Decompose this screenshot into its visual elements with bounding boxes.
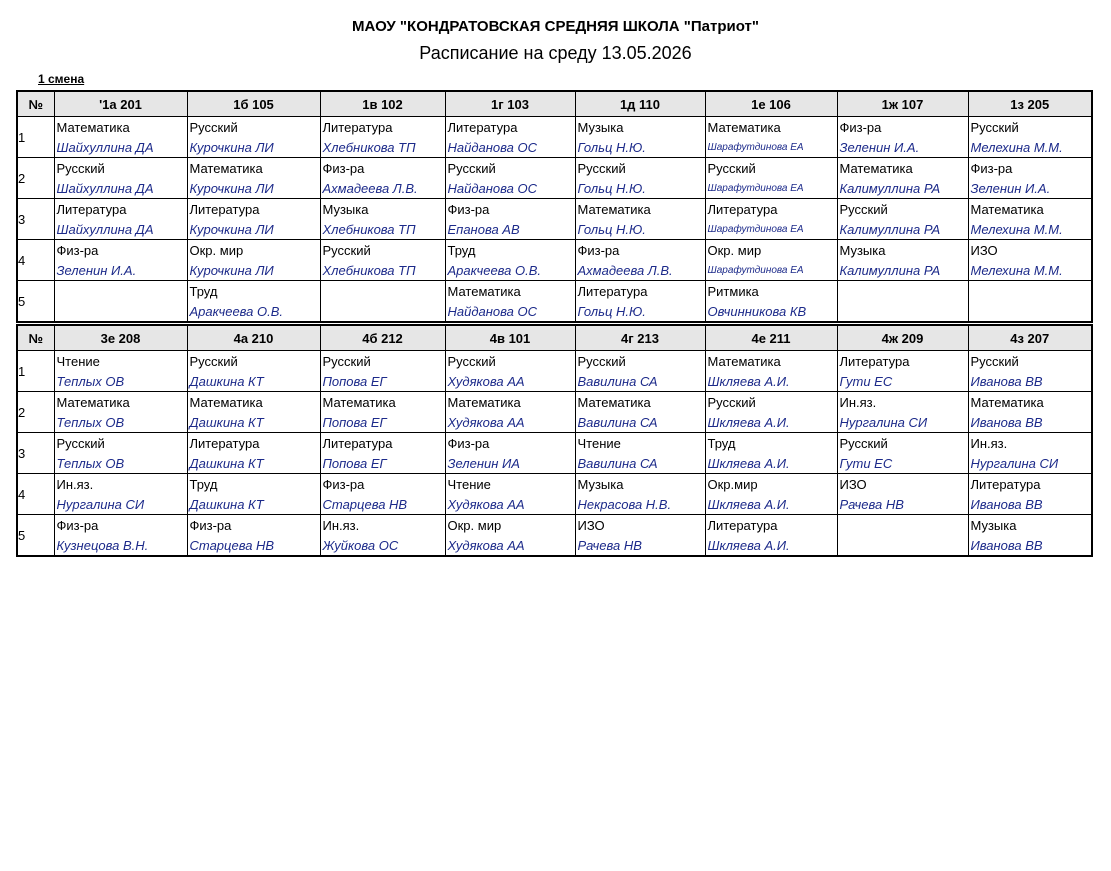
lesson-cell <box>968 515 1092 557</box>
table-row <box>17 281 1092 323</box>
subject-name: Литература <box>839 353 910 369</box>
teacher-name: Вавилина СА <box>577 373 658 389</box>
class-header: 3е 208 <box>54 325 187 351</box>
class-header: '1а 201 <box>54 91 187 117</box>
teacher-name: Худякова АА <box>447 537 525 553</box>
teacher-name: Дашкина КТ <box>189 496 264 512</box>
teacher-name: Мелехина М.М. <box>970 139 1063 155</box>
lesson-cell <box>445 351 575 392</box>
schedule-table-2 <box>16 324 1093 557</box>
class-header: 1г 103 <box>445 91 575 117</box>
subject-name <box>971 292 1092 312</box>
lesson-cell <box>968 392 1092 433</box>
subject-name: Русский <box>970 353 1019 369</box>
teacher-name: Шкляева А.И. <box>707 455 790 471</box>
lesson-cell <box>320 199 445 240</box>
lesson-cell <box>54 240 187 281</box>
teacher-name: Гути ЕС <box>839 373 893 389</box>
teacher-name: Шарафутдинова ЕА <box>707 264 804 276</box>
teacher-name: Некрасова Н.В. <box>577 496 672 512</box>
lesson-cell <box>705 199 837 240</box>
schedule-table-1 <box>16 90 1093 323</box>
lesson-cell <box>445 199 575 240</box>
lesson-cell <box>705 392 837 433</box>
subject-name: Математика <box>707 353 781 369</box>
subject-name: Русский <box>189 353 238 369</box>
subject-name: Литература <box>322 435 393 451</box>
subject-name <box>323 292 445 312</box>
subject-name: Окр. мир <box>447 517 502 533</box>
subject-name <box>840 526 968 546</box>
table-row <box>17 433 1092 474</box>
subject-name: Физ-ра <box>970 160 1013 176</box>
teacher-name: Гольц Н.Ю. <box>577 221 646 237</box>
subject-name: Физ-ра <box>447 201 490 217</box>
teacher-name: Теплых ОВ <box>56 455 125 471</box>
table-row <box>17 392 1092 433</box>
lesson-cell <box>837 158 968 199</box>
teacher-name: Шкляева А.И. <box>707 496 790 512</box>
class-header: 4г 213 <box>575 325 705 351</box>
teacher-name: Шайхуллина ДА <box>56 180 154 196</box>
lesson-number: 3 <box>17 199 54 240</box>
lesson-cell <box>575 433 705 474</box>
teacher-name: Кузнецова В.Н. <box>56 537 149 553</box>
lesson-cell <box>705 433 837 474</box>
subject-name: Математика <box>189 160 263 176</box>
lesson-cell <box>968 199 1092 240</box>
lesson-cell <box>187 117 320 158</box>
subject-name: Музыка <box>970 517 1017 533</box>
teacher-name: Зеленин И.А. <box>839 139 920 155</box>
subject-name: ИЗО <box>970 242 998 258</box>
teacher-name: Дашкина КТ <box>189 373 264 389</box>
subject-name: Труд <box>447 242 476 258</box>
subject-name: Русский <box>56 435 105 451</box>
lesson-cell <box>320 158 445 199</box>
subject-name: Русский <box>839 201 888 217</box>
lesson-cell <box>445 117 575 158</box>
lesson-number: 3 <box>17 433 54 474</box>
subject-name <box>840 292 968 312</box>
subject-name: Математика <box>839 160 913 176</box>
subject-name: Труд <box>189 476 218 492</box>
subject-name: Музыка <box>839 242 886 258</box>
lesson-cell <box>968 433 1092 474</box>
table-row <box>17 474 1092 515</box>
teacher-name: Худякова АА <box>447 496 525 512</box>
table-row <box>17 117 1092 158</box>
lesson-cell <box>187 515 320 557</box>
subject-name: Окр.мир <box>707 476 758 492</box>
class-header: 1з 205 <box>968 91 1092 117</box>
lesson-cell <box>837 433 968 474</box>
subject-name: Окр. мир <box>707 242 762 258</box>
teacher-name: Иванова ВВ <box>970 373 1043 389</box>
teacher-name: Овчинникова КВ <box>707 303 807 319</box>
teacher-name: Шкляева А.И. <box>707 537 790 553</box>
teacher-name: Жуйкова ОС <box>322 537 399 553</box>
lesson-cell <box>575 117 705 158</box>
lesson-cell <box>54 281 187 323</box>
lesson-cell <box>837 199 968 240</box>
teacher-name: Худякова АА <box>447 414 525 430</box>
teacher-name: Курочкина ЛИ <box>189 180 274 196</box>
subject-name: Русский <box>577 160 626 176</box>
subject-name: Русский <box>56 160 105 176</box>
teacher-name: Шкляева А.И. <box>707 373 790 389</box>
teacher-name: Иванова ВВ <box>970 496 1043 512</box>
teacher-name: Иванова ВВ <box>970 537 1043 553</box>
lesson-cell <box>445 515 575 557</box>
subject-name: Музыка <box>322 201 369 217</box>
lesson-cell <box>837 240 968 281</box>
header-row <box>17 325 1092 351</box>
teacher-name: Калимуллина РА <box>839 180 941 196</box>
lesson-cell <box>837 351 968 392</box>
subject-name: Физ-ра <box>322 476 365 492</box>
teacher-name: Нургалина СИ <box>970 455 1059 471</box>
lesson-cell <box>837 474 968 515</box>
class-header: 1в 102 <box>320 91 445 117</box>
subject-name: Ритмика <box>707 283 759 299</box>
teacher-name: Аракчеева О.В. <box>189 303 284 319</box>
teacher-name: Дашкина КТ <box>189 455 264 471</box>
teacher-name: Шайхуллина ДА <box>56 139 154 155</box>
teacher-name: Нургалина СИ <box>839 414 928 430</box>
lesson-cell <box>575 474 705 515</box>
lesson-cell <box>320 515 445 557</box>
subject-name: Математика <box>447 394 521 410</box>
lesson-cell <box>54 158 187 199</box>
subject-name: Математика <box>56 119 130 135</box>
table-row <box>17 515 1092 557</box>
teacher-name: Рачева НВ <box>839 496 904 512</box>
subject-name: Физ-ра <box>447 435 490 451</box>
lesson-cell <box>575 199 705 240</box>
lesson-cell <box>54 351 187 392</box>
lesson-cell <box>320 474 445 515</box>
school-title: МАОУ "КОНДРАТОВСКАЯ СРЕДНЯЯ ШКОЛА "Патриот" <box>352 18 759 35</box>
lesson-cell <box>705 240 837 281</box>
teacher-name: Калимуллина РА <box>839 221 941 237</box>
teacher-name: Мелехина М.М. <box>970 221 1063 237</box>
subject-name: Физ-ра <box>577 242 620 258</box>
class-header: 1е 106 <box>705 91 837 117</box>
lesson-cell <box>187 392 320 433</box>
lesson-cell <box>445 392 575 433</box>
table-row <box>17 351 1092 392</box>
subject-name: Русский <box>970 119 1019 135</box>
teacher-name: Шарафутдинова ЕА <box>707 223 804 235</box>
subject-name: Чтение <box>577 435 621 451</box>
lesson-cell <box>968 117 1092 158</box>
table-row <box>17 240 1092 281</box>
class-header: 4в 101 <box>445 325 575 351</box>
lesson-cell <box>187 199 320 240</box>
lesson-cell <box>705 351 837 392</box>
teacher-name: Попова ЕГ <box>322 373 387 389</box>
lesson-cell <box>968 351 1092 392</box>
teacher-name: Епанова АВ <box>447 221 520 237</box>
lesson-cell <box>445 281 575 323</box>
teacher-name: Гути ЕС <box>839 455 893 471</box>
lesson-number: 2 <box>17 158 54 199</box>
lesson-cell <box>575 281 705 323</box>
subject-name: Математика <box>447 283 521 299</box>
teacher-name: Старцева НВ <box>189 537 275 553</box>
teacher-name: Найданова ОС <box>447 303 537 319</box>
lesson-cell <box>187 433 320 474</box>
teacher-name: Ахмадеева Л.В. <box>577 262 673 278</box>
teacher-name: Вавилина СА <box>577 455 658 471</box>
lesson-cell <box>320 392 445 433</box>
teacher-name: Курочкина ЛИ <box>189 262 274 278</box>
lesson-cell <box>837 117 968 158</box>
subject-name: Математика <box>707 119 781 135</box>
schedule-subtitle: Расписание на среду 13.05.2026 <box>419 43 692 63</box>
lesson-cell <box>968 158 1092 199</box>
teacher-name: Иванова ВВ <box>970 414 1043 430</box>
subject-name: Ин.яз. <box>322 517 360 533</box>
teacher-name: Попова ЕГ <box>322 455 387 471</box>
lesson-cell <box>705 117 837 158</box>
subject-name: Русский <box>322 242 371 258</box>
class-header: 4е 211 <box>705 325 837 351</box>
subject-name: Математика <box>56 394 130 410</box>
lesson-number: 5 <box>17 515 54 557</box>
lesson-cell <box>54 117 187 158</box>
lesson-cell <box>187 474 320 515</box>
lesson-cell <box>320 351 445 392</box>
teacher-name: Шарафутдинова ЕА <box>707 141 804 153</box>
teacher-name: Старцева НВ <box>322 496 408 512</box>
teacher-name: Зеленин И.А. <box>56 262 137 278</box>
lesson-cell <box>54 392 187 433</box>
teacher-name: Хлебникова ТП <box>322 139 416 155</box>
teacher-name: Гольц Н.Ю. <box>577 139 646 155</box>
lesson-cell <box>705 281 837 323</box>
subject-name: Математика <box>970 394 1044 410</box>
lesson-cell <box>445 433 575 474</box>
subject-name: Русский <box>447 160 496 176</box>
subject-name: Труд <box>189 283 218 299</box>
lesson-cell <box>320 240 445 281</box>
subject-name: Литература <box>322 119 393 135</box>
subject-name: Ин.яз. <box>839 394 877 410</box>
subject-name: Математика <box>577 394 651 410</box>
subject-name: Математика <box>970 201 1044 217</box>
subject-name: Музыка <box>577 119 624 135</box>
subject-name: Математика <box>577 201 651 217</box>
lesson-cell <box>575 515 705 557</box>
teacher-name: Мелехина М.М. <box>970 262 1063 278</box>
lesson-cell <box>837 281 968 323</box>
subject-name: Литература <box>970 476 1041 492</box>
table-row <box>17 158 1092 199</box>
lesson-number-header: № <box>17 325 54 351</box>
teacher-name: Шкляева А.И. <box>707 414 790 430</box>
teacher-name: Худякова АА <box>447 373 525 389</box>
teacher-name: Аракчеева О.В. <box>447 262 542 278</box>
lesson-cell <box>54 433 187 474</box>
subject-name: Физ-ра <box>56 242 99 258</box>
subject-name: Литература <box>189 201 260 217</box>
lesson-cell <box>187 240 320 281</box>
lesson-cell <box>968 281 1092 323</box>
teacher-name: Курочкина ЛИ <box>189 221 274 237</box>
lesson-cell <box>445 474 575 515</box>
subject-name: Русский <box>577 353 626 369</box>
subject-name: Окр. мир <box>189 242 244 258</box>
subject-name <box>57 292 187 312</box>
lesson-cell <box>705 158 837 199</box>
subject-name: Математика <box>189 394 263 410</box>
subject-name: Математика <box>322 394 396 410</box>
subject-name: Чтение <box>447 476 491 492</box>
lesson-cell <box>837 392 968 433</box>
lesson-cell <box>837 515 968 557</box>
lesson-number: 4 <box>17 240 54 281</box>
header-row <box>17 91 1092 117</box>
lesson-cell <box>187 158 320 199</box>
subject-name: Ин.яз. <box>56 476 94 492</box>
lesson-cell <box>575 240 705 281</box>
teacher-name: Найданова ОС <box>447 180 537 196</box>
subject-name: Русский <box>447 353 496 369</box>
lesson-number: 1 <box>17 351 54 392</box>
subject-name: Русский <box>707 160 756 176</box>
lesson-number: 1 <box>17 117 54 158</box>
class-header: 4а 210 <box>187 325 320 351</box>
class-header: 1ж 107 <box>837 91 968 117</box>
teacher-name: Гольц Н.Ю. <box>577 303 646 319</box>
class-header: 4ж 209 <box>837 325 968 351</box>
subject-name: Труд <box>707 435 736 451</box>
lesson-cell <box>445 158 575 199</box>
lesson-cell <box>320 117 445 158</box>
subject-name: Литература <box>707 201 778 217</box>
lesson-cell <box>705 474 837 515</box>
subject-name: Литература <box>577 283 648 299</box>
lesson-cell <box>54 474 187 515</box>
subject-name: Физ-ра <box>839 119 882 135</box>
subject-name: Русский <box>707 394 756 410</box>
subject-name: Физ-ра <box>322 160 365 176</box>
teacher-name: Хлебникова ТП <box>322 262 416 278</box>
class-header: 1б 105 <box>187 91 320 117</box>
lesson-cell <box>187 281 320 323</box>
subject-name: Музыка <box>577 476 624 492</box>
shift-label: 1 смена <box>38 72 85 86</box>
subject-name: Русский <box>839 435 888 451</box>
teacher-name: Зеленин ИА <box>447 455 520 471</box>
teacher-name: Рачева НВ <box>577 537 642 553</box>
lesson-cell <box>705 515 837 557</box>
table-row <box>17 199 1092 240</box>
teacher-name: Гольц Н.Ю. <box>577 180 646 196</box>
lesson-number: 5 <box>17 281 54 323</box>
teacher-name: Дашкина КТ <box>189 414 264 430</box>
lesson-cell <box>575 392 705 433</box>
teacher-name: Зеленин И.А. <box>970 180 1051 196</box>
teacher-name: Теплых ОВ <box>56 373 125 389</box>
lesson-cell <box>54 199 187 240</box>
subject-name: Русский <box>322 353 371 369</box>
subject-name: ИЗО <box>577 517 605 533</box>
teacher-name: Теплых ОВ <box>56 414 125 430</box>
lesson-cell <box>575 158 705 199</box>
lesson-cell <box>320 433 445 474</box>
class-header: 4з 207 <box>968 325 1092 351</box>
subject-name: Литература <box>447 119 518 135</box>
subject-name: Литература <box>189 435 260 451</box>
lesson-number: 2 <box>17 392 54 433</box>
teacher-name: Курочкина ЛИ <box>189 139 274 155</box>
subject-name: Русский <box>189 119 238 135</box>
teacher-name: Хлебникова ТП <box>322 221 416 237</box>
subject-name: Физ-ра <box>189 517 232 533</box>
subject-name: ИЗО <box>839 476 867 492</box>
subject-name: Литература <box>707 517 778 533</box>
lesson-number: 4 <box>17 474 54 515</box>
lesson-cell <box>187 351 320 392</box>
teacher-name: Шарафутдинова ЕА <box>707 182 804 194</box>
teacher-name: Найданова ОС <box>447 139 537 155</box>
lesson-number-header: № <box>17 91 54 117</box>
lesson-cell <box>968 240 1092 281</box>
lesson-cell <box>54 515 187 557</box>
teacher-name: Калимуллина РА <box>839 262 941 278</box>
teacher-name: Вавилина СА <box>577 414 658 430</box>
subject-name: Ин.яз. <box>970 435 1008 451</box>
class-header: 4б 212 <box>320 325 445 351</box>
teacher-name: Ахмадеева Л.В. <box>322 180 418 196</box>
teacher-name: Нургалина СИ <box>56 496 145 512</box>
subject-name: Физ-ра <box>56 517 99 533</box>
class-header: 1д 110 <box>575 91 705 117</box>
teacher-name: Попова ЕГ <box>322 414 387 430</box>
teacher-name: Шайхуллина ДА <box>56 221 154 237</box>
lesson-cell <box>575 351 705 392</box>
lesson-cell <box>968 474 1092 515</box>
lesson-cell <box>320 281 445 323</box>
lesson-cell <box>445 240 575 281</box>
subject-name: Литература <box>56 201 127 217</box>
subject-name: Чтение <box>56 353 100 369</box>
